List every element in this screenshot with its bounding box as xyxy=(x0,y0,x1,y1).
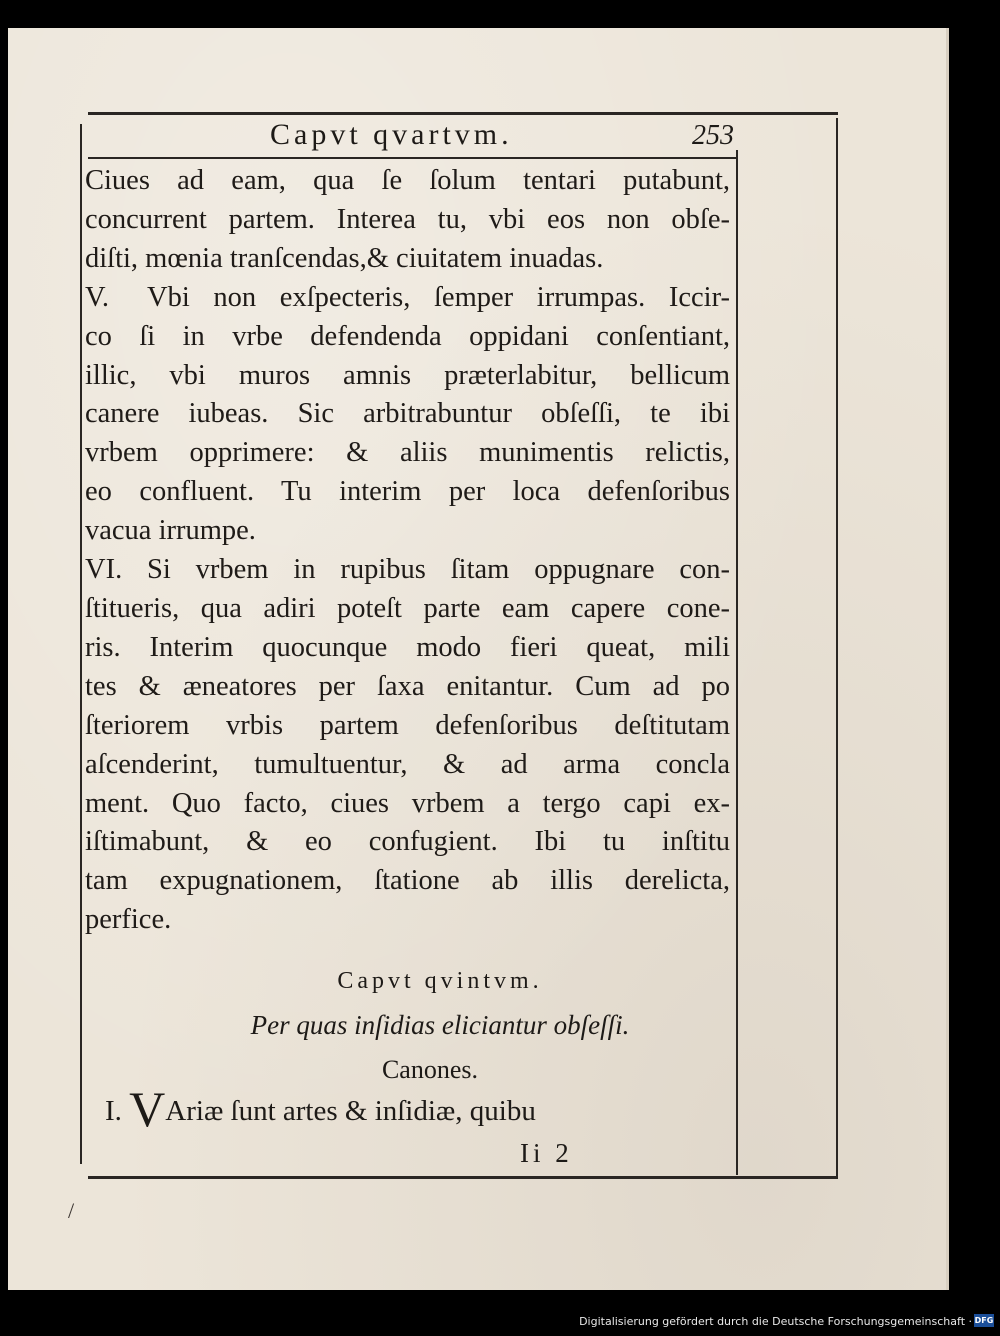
canon-text: Ariæ ſunt artes & inſidiæ, quibu xyxy=(165,1095,536,1127)
line-text: canere iubeas. Sic arbitrabuntur obſeſſi, te ibi xyxy=(85,398,730,430)
text-line xyxy=(85,395,730,434)
line-text: perfice. xyxy=(85,904,172,936)
text-line xyxy=(85,746,730,785)
right-outer-rule xyxy=(836,118,838,1178)
line-text: Ciues ad eam, qua ſe ſolum tentari putabunt, xyxy=(85,165,730,196)
text-line xyxy=(85,823,730,862)
header-rule xyxy=(88,157,738,159)
text-line xyxy=(85,668,730,707)
left-margin-rule xyxy=(80,124,82,1164)
line-text: iſtimabunt, & eo confugient. Ibi tu inſtitu xyxy=(85,826,730,858)
line-text: diſti, mœnia tranſcendas,& ciuitatem inuadas. xyxy=(85,242,604,274)
chapter-subtitle: Per quas inſidias eliciantur obſeſſi. xyxy=(250,1010,630,1040)
signature-mark: Ii 2 xyxy=(520,1138,573,1168)
line-text: eo confluent. Tu interim per loca defenſoribus xyxy=(85,476,730,508)
footer-credit: Digitalisierung gefördert durch die Deutsche Forschungsgemeinschaft · xyxy=(579,1315,972,1328)
text-line xyxy=(85,512,730,551)
text-line xyxy=(85,201,730,240)
first-canon xyxy=(105,1081,735,1137)
line-text: illic, vbi muros amnis præterlabitur, bellicum xyxy=(85,359,730,391)
chapter-heading: Capvt qvintvm. xyxy=(337,968,543,994)
paragraph-number: VI. xyxy=(85,554,123,586)
dfg-logo: DFG xyxy=(974,1316,994,1325)
line-text: aſcenderint, tumultuentur, & ad arma concla xyxy=(85,748,730,780)
line-text: ris. Interim quocunque modo fieri queat, mili xyxy=(85,631,730,663)
text-line xyxy=(85,318,730,357)
line-text: ſteriorem vrbis partem defenſoribus deſtitutam xyxy=(85,709,730,741)
text-line xyxy=(85,551,730,590)
paragraph-number: V. xyxy=(85,281,110,313)
margin-mark: / xyxy=(68,1198,75,1223)
main-text xyxy=(85,162,730,940)
line-text: vrbem opprimere: & aliis munimentis relictis, xyxy=(85,437,730,469)
text-line xyxy=(85,279,730,318)
page-number: 253 xyxy=(692,120,734,151)
text-line xyxy=(85,785,730,824)
text-line xyxy=(85,901,730,940)
line-text: Si vrbem in rupibus ſitam oppugnare con- xyxy=(147,554,730,586)
line-text: Vbi non exſpecteris, ſemper irrumpas. Iccir- xyxy=(147,281,730,313)
line-text: co ſi in vrbe defendenda oppidani conſentiant, xyxy=(85,320,730,352)
canones-label: Canones. xyxy=(381,1055,479,1084)
text-line xyxy=(85,162,730,201)
line-text: tes & æneatores per ſaxa enitantur. Cum ad po xyxy=(85,670,730,702)
text-line xyxy=(85,862,730,901)
line-text: concurrent partem. Interea tu, vbi eos non obſe- xyxy=(85,203,730,235)
text-line xyxy=(85,357,730,396)
text-line xyxy=(85,240,730,279)
line-text: ſtitueris, qua adiri poteſt parte eam capere cone- xyxy=(85,592,730,624)
canon-number: I. xyxy=(105,1095,122,1127)
text-line xyxy=(85,629,730,668)
text-line xyxy=(85,590,730,629)
line-text: vacua irrumpe. xyxy=(85,515,256,547)
line-text: tam expugnationem, ſtatione ab illis derelicta, xyxy=(85,865,730,897)
bottom-rule xyxy=(88,1176,838,1179)
text-line xyxy=(85,473,730,512)
text-line xyxy=(85,434,730,473)
top-rule xyxy=(88,112,838,115)
text-line xyxy=(85,707,730,746)
running-header: Capvt qvartvm. xyxy=(270,118,513,151)
drop-cap: V xyxy=(129,1081,166,1137)
line-text: ment. Quo facto, ciues vrbem a tergo capi ex- xyxy=(85,787,730,819)
right-text-rule xyxy=(736,150,738,1175)
